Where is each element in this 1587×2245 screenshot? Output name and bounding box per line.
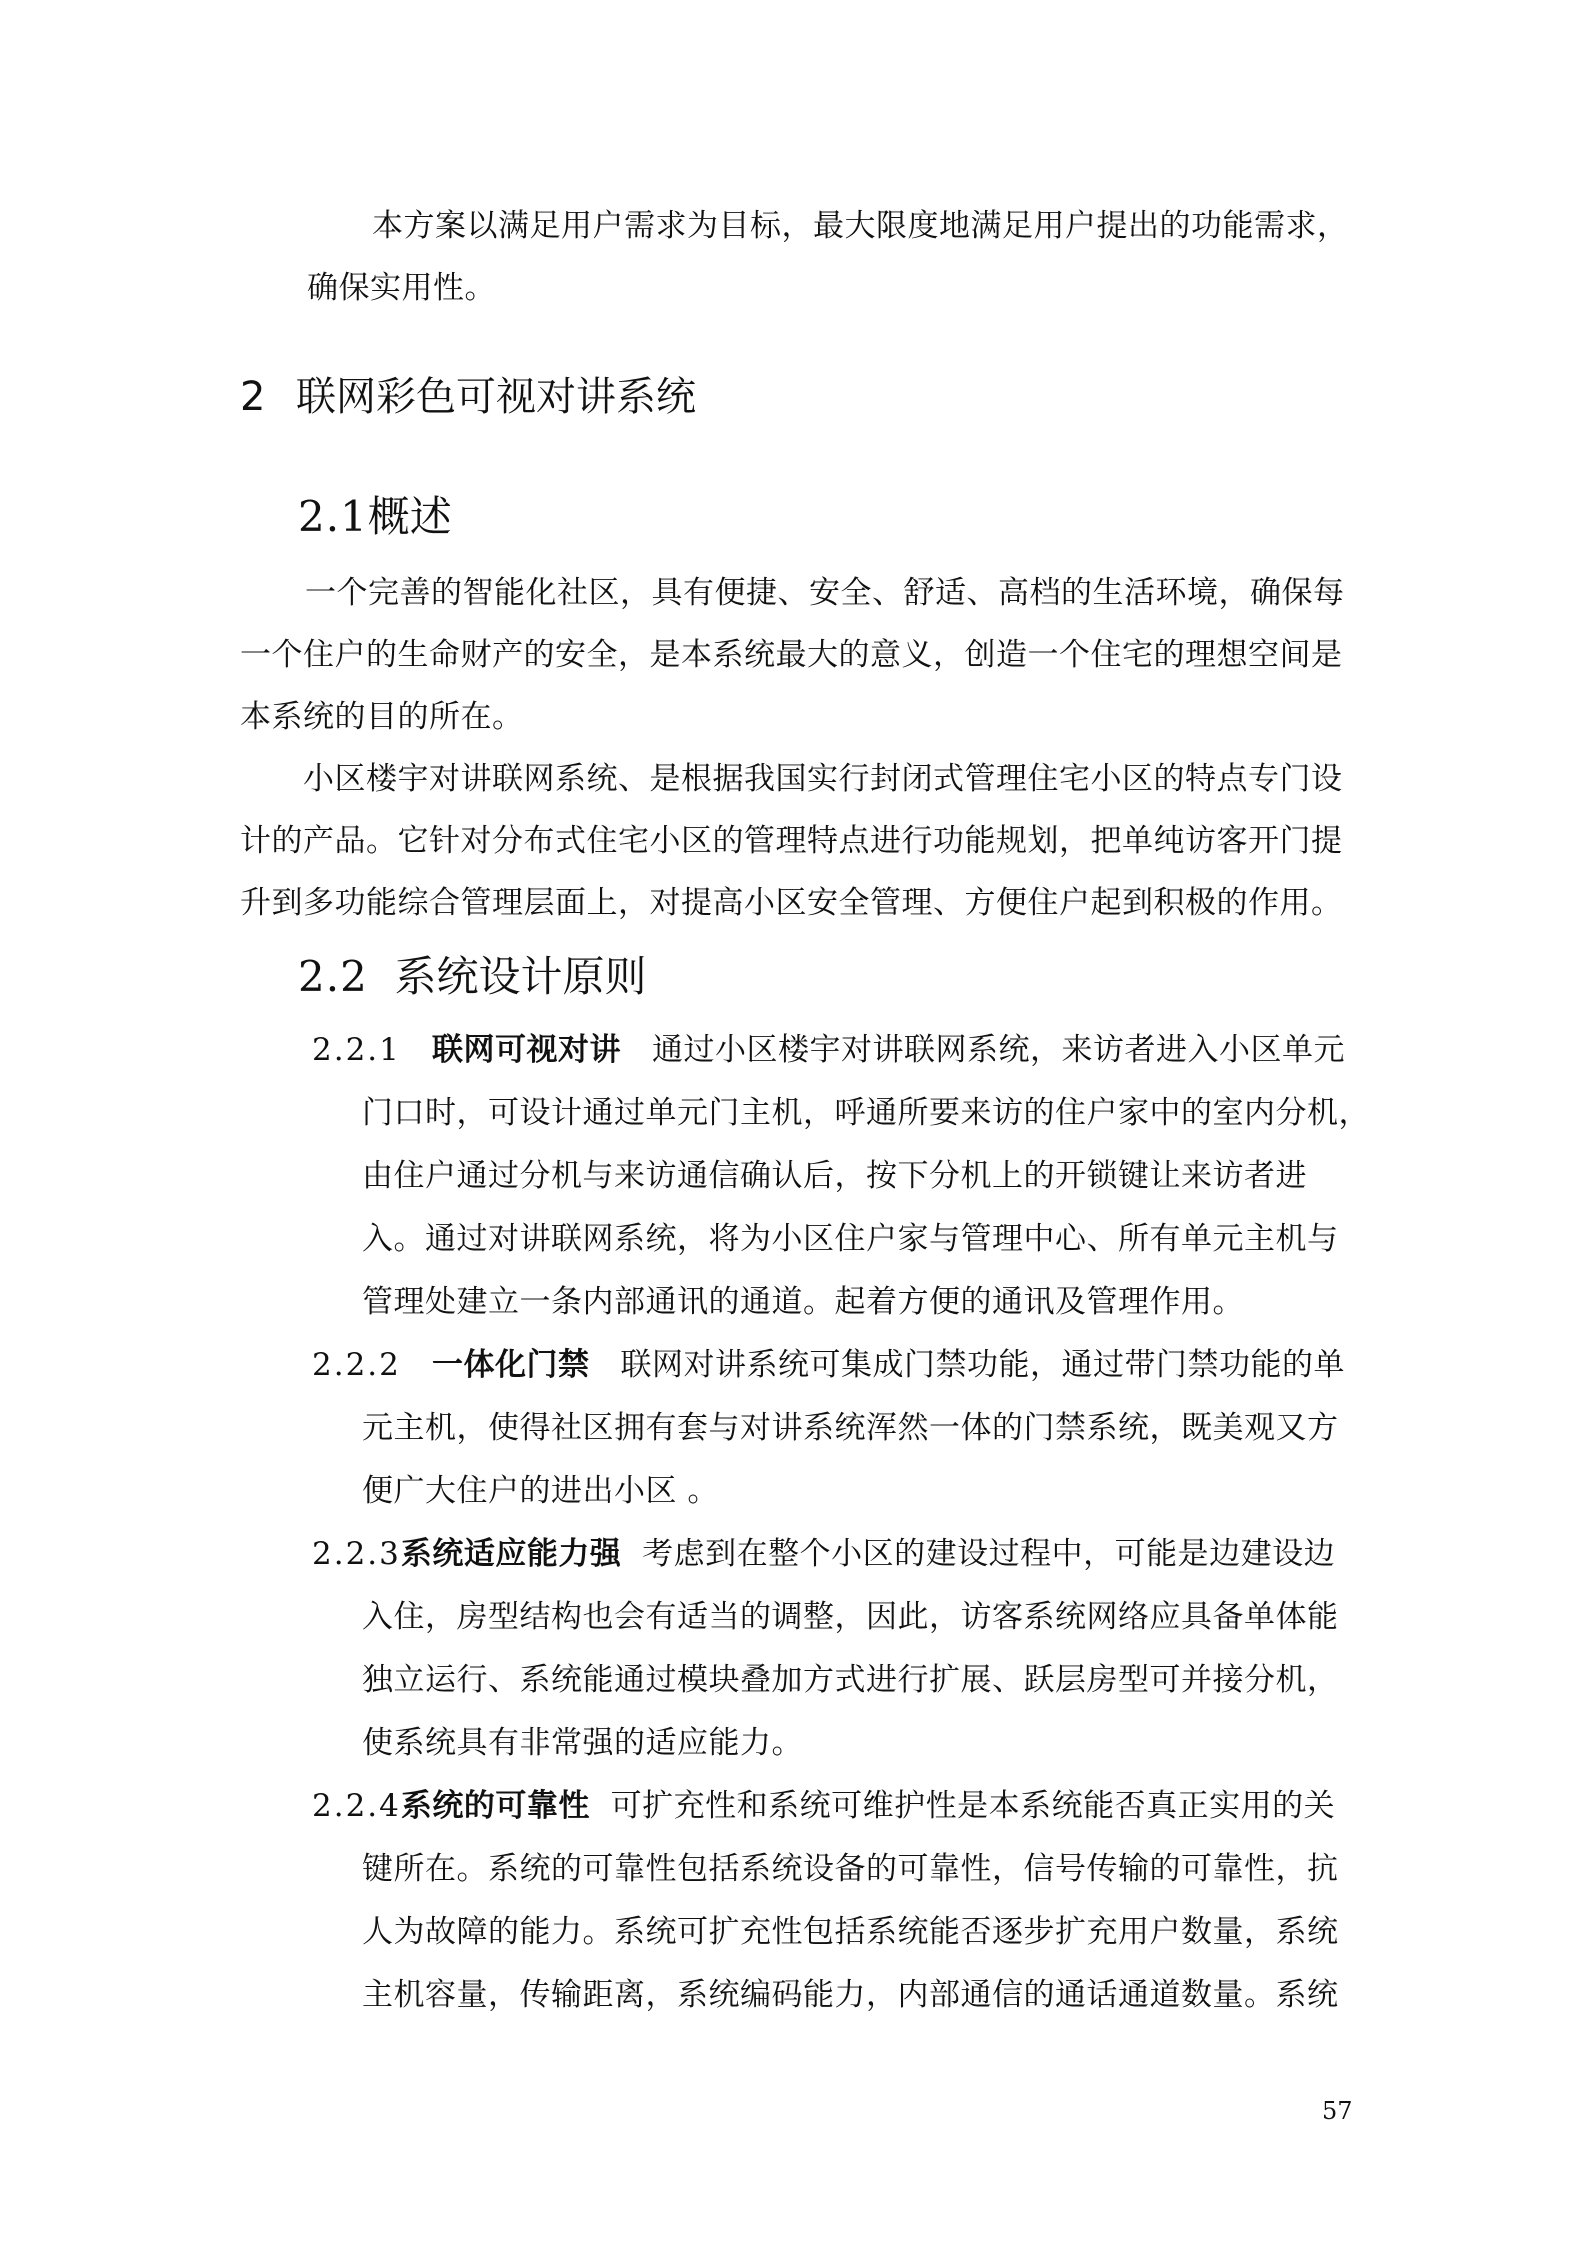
section-2-1-heading (298, 490, 452, 544)
item-2-2-1-number: 2.2.1 (312, 1032, 401, 1068)
item-2-2-3-title: 系统适应能力强 (400, 1536, 622, 1572)
section-2-2-title: 系统设计原则 (394, 952, 647, 1001)
item-2-2-3-line-3: 独立运行、系统能通过模块叠加方式进行扩展、跃层房型可并接分机， (362, 1662, 1339, 1698)
section-2-1-number: 2.1 (298, 492, 368, 541)
s21-p2-line-3: 升到多功能综合管理层面上，对提高小区安全管理、方便住户起到积极的作用。 (240, 885, 1343, 921)
item-2-2-4-first-text: 可扩充性和系统可维护性是本系统能否真正实用的关 (610, 1788, 1336, 1824)
item-2-2-1-title: 联网可视对讲 (431, 1032, 621, 1068)
item-2-2-2-title: 一体化门禁 (431, 1347, 590, 1383)
item-2-2-1-line-4: 入。通过对讲联网系统，将为小区住户家与管理中心、所有单元主机与 (362, 1221, 1339, 1257)
chapter-number: 2 (240, 374, 266, 420)
chapter-heading (240, 372, 696, 422)
item-2-2-3-number: 2.2.3 (312, 1536, 401, 1572)
item-2-2-4-title: 系统的可靠性 (400, 1788, 590, 1824)
section-2-2-number: 2.2 (298, 952, 368, 1001)
page-number: 57 (1322, 2097, 1353, 2125)
item-2-2-3-line-4: 使系统具有非常强的适应能力。 (362, 1725, 803, 1761)
chapter-title: 联网彩色可视对讲系统 (296, 374, 696, 420)
s21-p2-line-1: 小区楼宇对讲联网系统、是根据我国实行封闭式管理住宅小区的特点专门设 (303, 761, 1343, 797)
item-2-2-4-line-3: 人为故障的能力。系统可扩充性包括系统能否逐步扩充用户数量，系统 (362, 1914, 1339, 1950)
item-2-2-3-first-text: 考虑到在整个小区的建设过程中，可能是边建设边 (642, 1536, 1336, 1572)
item-2-2-1-first-line (312, 1030, 1345, 1070)
section-2-1-title: 概述 (367, 492, 452, 541)
item-2-2-4-line-4: 主机容量，传输距离，系统编码能力，内部通信的通话通道数量。系统 (362, 1977, 1339, 2013)
s21-p1-line-3: 本系统的目的所在。 (240, 699, 524, 735)
s21-p1-line-1: 一个完善的智能化社区，具有便捷、安全、舒适、高档的生活环境，确保每 (305, 575, 1345, 611)
item-2-2-1-line-2: 门口时，可设计通过单元门主机，呼通所要来访的住户家中的室内分机， (362, 1095, 1370, 1131)
item-2-2-3-line-2: 入住，房型结构也会有适当的调整，因此，访客系统网络应具备单体能 (362, 1599, 1339, 1635)
section-2-2-heading (298, 950, 647, 1004)
item-2-2-1-first-text: 通过小区楼宇对讲联网系统，来访者进入小区单元 (652, 1032, 1346, 1068)
item-2-2-2-first-line (312, 1345, 1345, 1385)
item-2-2-2-line-2: 元主机，使得社区拥有套与对讲系统浑然一体的门禁系统，既美观又方 (362, 1410, 1339, 1446)
intro-line-1: 本方案以满足用户需求为目标，最大限度地满足用户提出的功能需求， (372, 208, 1349, 244)
item-2-2-1-line-5: 管理处建立一条内部通讯的通道。起着方便的通讯及管理作用。 (362, 1284, 1244, 1320)
item-2-2-2-line-3: 便广大住户的进出小区 。 (362, 1473, 719, 1509)
item-2-2-2-first-text: 联网对讲系统可集成门禁功能，通过带门禁功能的单 (620, 1347, 1346, 1383)
item-2-2-2-number: 2.2.2 (312, 1347, 401, 1383)
item-2-2-4-first-line (312, 1786, 1335, 1826)
s21-p2-line-2: 计的产品。它针对分布式住宅小区的管理特点进行功能规划，把单纯访客开门提 (240, 823, 1343, 859)
item-2-2-4-line-2: 键所在。系统的可靠性包括系统设备的可靠性，信号传输的可靠性，抗 (362, 1851, 1339, 1887)
item-2-2-3-first-line (312, 1534, 1335, 1574)
item-2-2-1-line-3: 由住户通过分机与来访通信确认后，按下分机上的开锁键让来访者进 (362, 1158, 1307, 1194)
intro-line-2: 确保实用性。 (307, 270, 496, 306)
s21-p1-line-2: 一个住户的生命财产的安全，是本系统最大的意义，创造一个住宅的理想空间是 (240, 637, 1343, 673)
item-2-2-4-number: 2.2.4 (312, 1788, 401, 1824)
